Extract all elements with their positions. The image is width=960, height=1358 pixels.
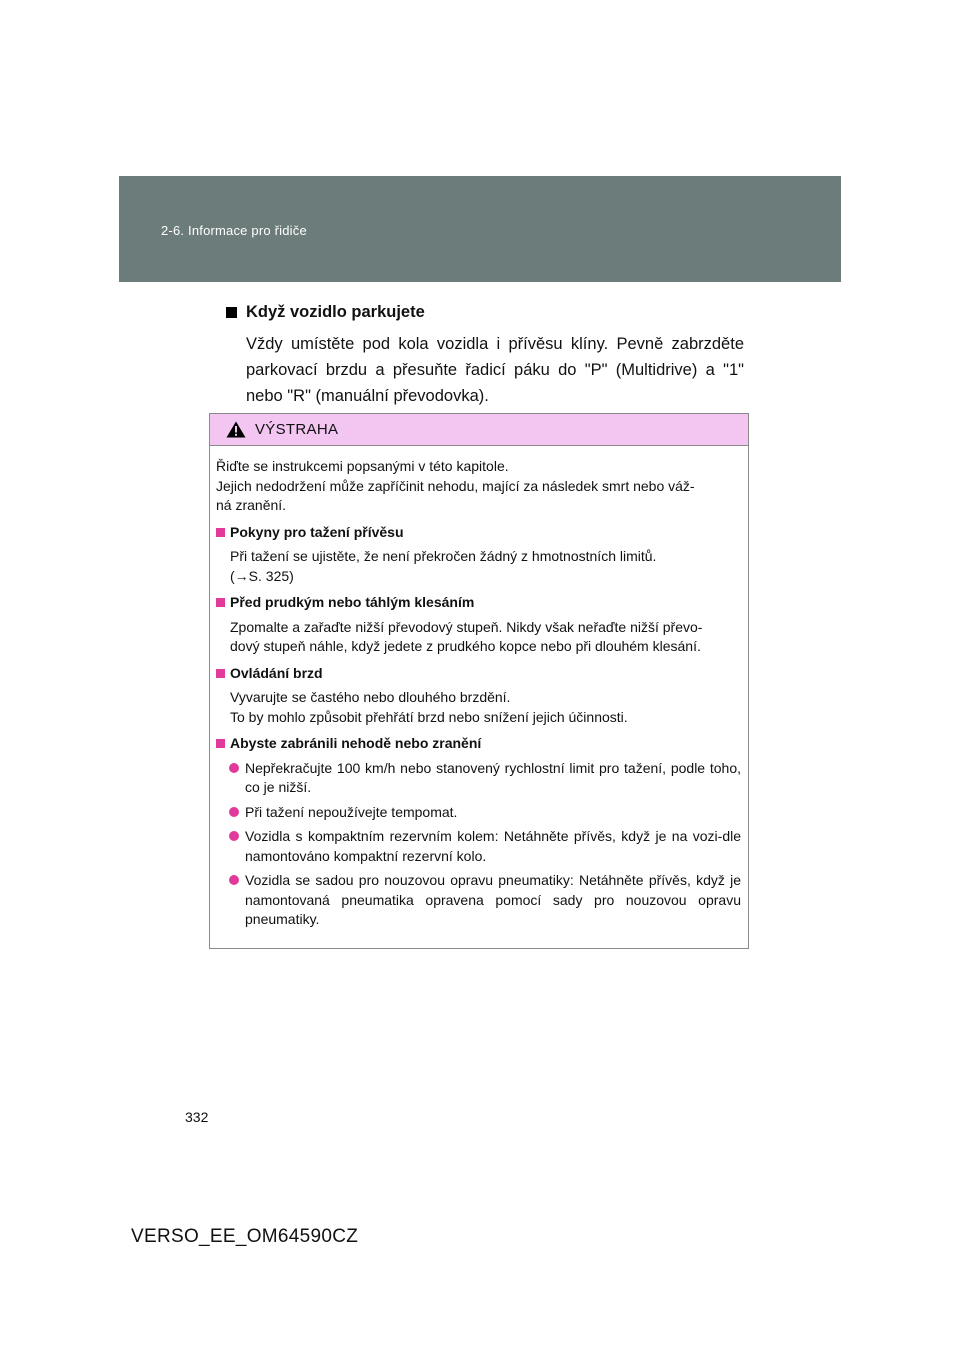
chapter-title: 2-6. Informace pro řidiče	[161, 223, 307, 238]
warning-intro	[216, 457, 741, 516]
subsection-heading	[216, 523, 741, 543]
warning-triangle-icon	[226, 421, 246, 438]
section-heading-text: Když vozidlo parkujete	[246, 303, 425, 321]
subsection-line: To by mohlo způsobit přehřátí brzd nebo snížení jejich účinnosti.	[230, 708, 628, 725]
intro-line: Řiďte se instrukcemi popsanými v této kapitole.	[216, 458, 509, 474]
subsection-line: Zpomalte a zařaďte nižší převodový stupeň. Nikdy však neřaďte nižší převo-	[230, 618, 703, 635]
warning-subsection-brakes	[216, 664, 741, 728]
intro-line: ná zranění.	[216, 497, 287, 513]
section-line: parkovací brzdu a přesuňte řadicí páku do "P" (Multidrive) a "1"	[246, 361, 744, 379]
bullet-list	[229, 759, 741, 930]
subsection-body	[230, 688, 741, 727]
circle-bullet-icon	[229, 831, 239, 841]
square-bullet-icon	[226, 307, 237, 318]
subsection-heading	[216, 664, 741, 684]
square-bullet-icon	[216, 598, 225, 607]
section-heading	[226, 303, 744, 322]
subsection-heading-text: Abyste zabránili nehodě nebo zranění	[230, 735, 482, 751]
section-body	[246, 331, 744, 409]
warning-subsection-accident	[216, 734, 741, 930]
warning-content	[210, 446, 748, 930]
square-bullet-icon	[216, 739, 225, 748]
page-reference: (→S. 325)	[230, 567, 294, 584]
subsection-line: Při tažení se ujistěte, že není překročen žádný z hmotnostních limitů.	[230, 548, 657, 564]
subsection-heading-text: Před prudkým nebo táhlým klesáním	[230, 594, 475, 610]
intro-line: Jejich nedodržení může zapříčinit nehodu, mající za následek smrt nebo váž-	[216, 477, 695, 494]
subsection-heading	[216, 593, 741, 613]
circle-bullet-icon	[229, 875, 239, 885]
list-item	[229, 871, 741, 930]
subsection-body	[230, 547, 741, 586]
square-bullet-icon	[216, 528, 225, 537]
warning-subsection-descent	[216, 593, 741, 657]
list-item-text: Nepřekračujte 100 km/h nebo stanovený rychlostní limit pro tažení, podle toho, co je nižší.	[245, 759, 741, 795]
list-item-text: Vozidla se sadou pro nouzovou opravu pneumatiky: Netáhněte přívěs, když je namontovaná pneumatika opravena pomocí sady pro nouzovou opravu pneumatiky.	[245, 872, 741, 927]
subsection-line: dový stupeň náhle, když jedete z prudkého kopce nebo při dlouhém klesání.	[230, 638, 701, 654]
warning-subsection-towing	[216, 523, 741, 587]
list-item-text: Při tažení nepoužívejte tempomat.	[245, 803, 458, 820]
document-code: VERSO_EE_OM64590CZ	[131, 1226, 359, 1247]
warning-box	[209, 413, 749, 949]
warning-title: VÝSTRAHA	[255, 421, 339, 438]
list-item-text: Vozidla s kompaktním rezervním kolem: Netáhněte přívěs, když je na vozi-dle namontováno kompaktní rezervní kolo.	[245, 828, 741, 864]
list-item	[229, 803, 741, 823]
section-line: Vždy umístěte pod kola vozidla i přívěsu klíny. Pevně zabrzděte	[246, 335, 744, 353]
circle-bullet-icon	[229, 763, 239, 773]
page-number: 332	[185, 1109, 209, 1125]
square-bullet-icon	[216, 669, 225, 678]
warning-header	[210, 414, 748, 446]
section-line: nebo "R" (manuální převodovka).	[246, 387, 489, 405]
subsection-heading	[216, 734, 741, 754]
subsection-line: Vyvarujte se častého nebo dlouhého brzdění.	[230, 689, 511, 705]
list-item	[229, 759, 741, 798]
parking-section	[226, 303, 744, 409]
list-item	[229, 827, 741, 866]
subsection-body	[230, 618, 741, 657]
circle-bullet-icon	[229, 807, 239, 817]
chapter-header-band	[119, 176, 841, 282]
subsection-heading-text: Ovládání brzd	[230, 664, 323, 681]
subsection-heading-text: Pokyny pro tažení přívěsu	[230, 523, 404, 540]
